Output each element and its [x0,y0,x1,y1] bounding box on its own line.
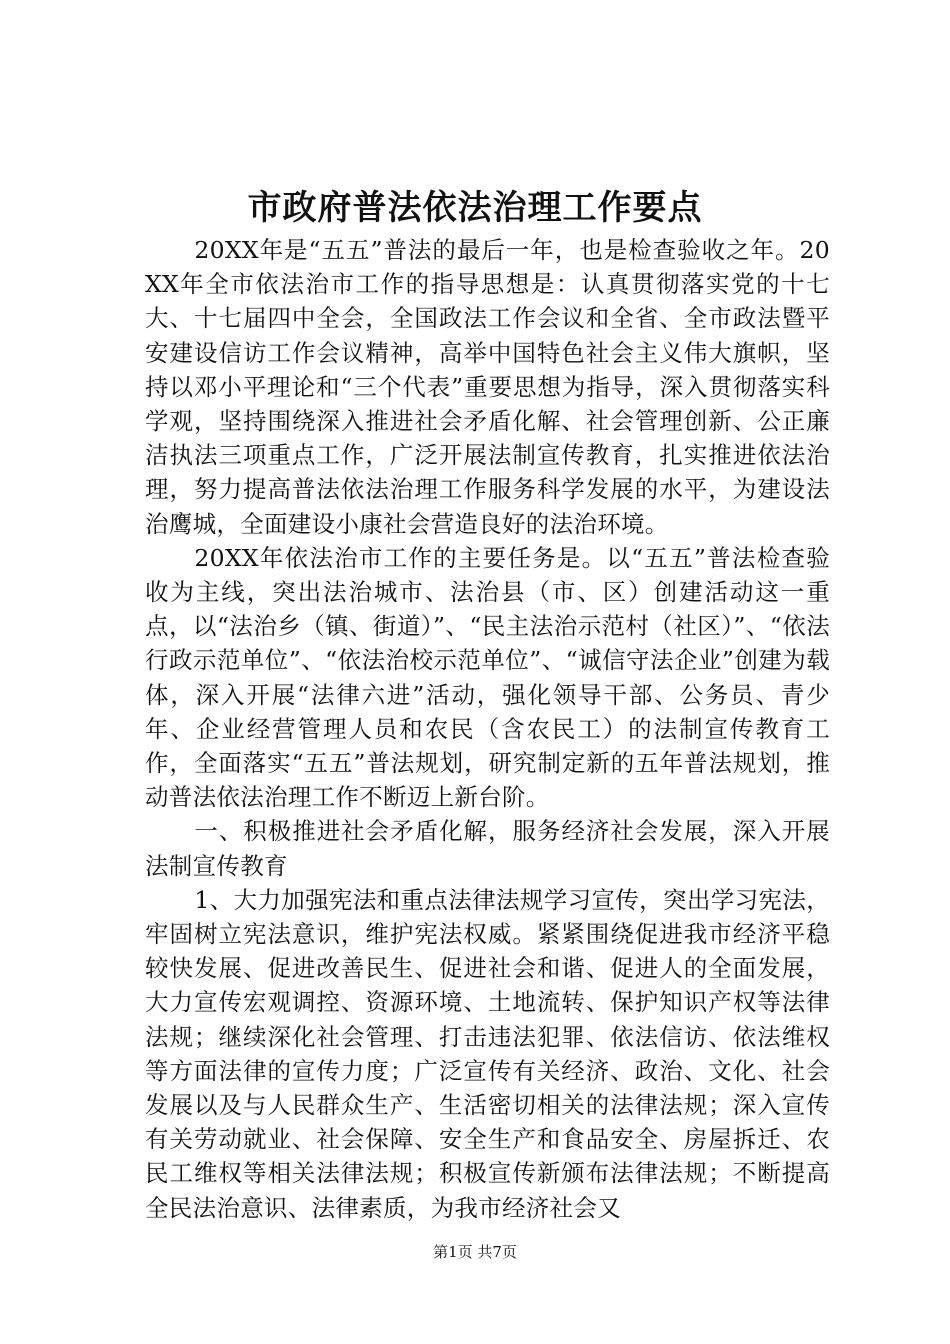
document-body [145,233,830,1225]
paragraph-intro: 20XX年是“五五”普法的最后一年，也是检查验收之年。20XX年全市依法治市工作的指导思想是：认真贯彻落实党的十七大、十七届四中全会，全国政法工作会议和全省、全市政法暨平安建设信访工作会议精神，高举中国特色社会主义伟大旗帜，坚持以邓小平理论和“三个代表”重要思想为指导，深入贯彻落实科学观，坚持围绕深入推进社会矛盾化解、社会管理创新、公正廉洁执法三项重点工作，广泛开展法制宣传教育，扎实推进依法治理，努力提高普法依法治理工作服务科学发展的水平，为建设法治鹰城，全面建设小康社会营造良好的法治环境。 [145,236,830,538]
paragraph-main-tasks: 20XX年依法治市工作的主要任务是。以“五五”普法检查验收为主线，突出法治城市、法治县（市、区）创建活动这一重点，以“法治乡（镇、街道）”、“民主法治示范村（社区）”、“依法行政示范单位”、“依法治校示范单位”、“诚信守法企业”创建为载体，深入开展“法律六进”活动，强化领导干部、公务员、青少年、企业经营管理人员和农民（含农民工）的法制宣传教育工作，全面落实“五五”普法规划，研究制定新的五年普法规划，推动普法依法治理工作不断迈上新台阶。 [145,543,830,812]
page-number-footer: 第1页 共7页 [433,1243,517,1261]
document-title: 市政府普法依法治理工作要点 [247,188,703,228]
paragraph-item-one: 1、大力加强宪法和重点法律法规学习宣传，突出学习宪法，牢固树立宪法意识，维护宪法权威。紧紧围绕促进我市经济平稳较快发展、促进改善民生、促进社会和谐、促进人的全面发展，大力宣传宏观调控、资源环境、土地流转、保护知识产权等法律法规；继续深化社会管理、打击违法犯罪、依法信访、依法维权等方面法律的宣传力度；广泛宣传有关经济、政治、文化、社会发展以及与人民群众生产、生活密切相关的法律法规；深入宣传有关劳动就业、社会保障、安全生产和食品安全、房屋拆迁、农民工维权等相关法律法规；积极宣传新颁布法律法规；不断提高全民法治意识、法律素质，为我市经济社会又 [145,885,830,1222]
section-heading-one: 一、积极推进社会矛盾化解，服务经济社会发展，深入开展法制宣传教育 [145,817,830,880]
